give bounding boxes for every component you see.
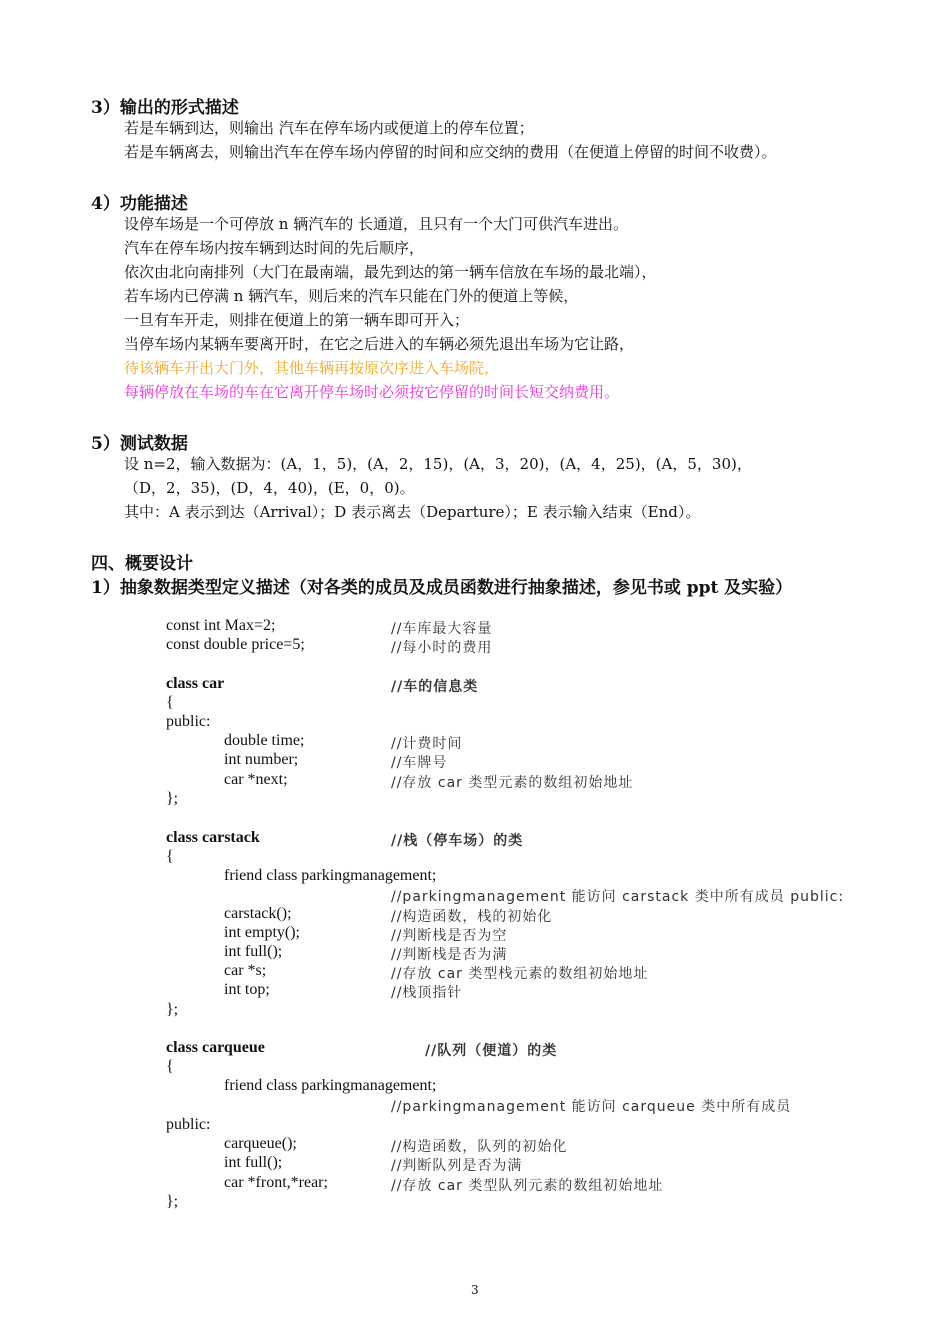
code-member: car *front,*rear;	[224, 1174, 328, 1191]
code-member: carqueue();	[224, 1135, 297, 1152]
code-comment: //判断栈是否为满	[391, 947, 508, 963]
paragraph-line: 依次由北向南排列（大门在最南端，最先到达的第一辆车信放在车场的最北端），	[124, 263, 657, 281]
code-comment: //parkingmanagement 能访问 carqueue 类中所有成员	[391, 1099, 792, 1115]
section-heading-function-description: 4）功能描述	[91, 194, 188, 214]
page-number: 3	[471, 1283, 479, 1297]
paragraph-line: 设停车场是一个可停放 n 辆汽车的 长通道，且只有一个大门可供汽车进出。	[124, 215, 628, 233]
paragraph-line: 若是车辆离去，则输出汽车在停车场内停留的时间和应交纳的费用（在便道上停留的时间不收费）。	[124, 143, 777, 161]
code-public: public:	[166, 1116, 211, 1133]
code-brace-close: };	[166, 1193, 179, 1210]
code-comment: //构造函数，队列的初始化	[391, 1139, 568, 1155]
code-brace-close: };	[166, 1001, 179, 1018]
code-comment: //队列（便道）的类	[425, 1043, 558, 1059]
section-heading-design: 四、概要设计	[91, 554, 193, 574]
paragraph-line: 其中：A 表示到达（Arrival）；D 表示离去（Departure）；E 表示输入结束（End）。	[124, 503, 701, 521]
paragraph-line: 汽车在停车场内按车辆到达时间的先后顺序，	[124, 239, 425, 257]
highlighted-line-orange: 待该辆车开出大门外，其他车辆再按原次序进入车场院，	[124, 359, 500, 377]
code-member: int empty();	[224, 924, 300, 941]
code-comment: //构造函数，栈的初始化	[391, 909, 553, 925]
code-comment: //车库最大容量	[391, 621, 493, 637]
paragraph-line: 若车场内已停满 n 辆汽车，则后来的汽车只能在门外的便道上等候，	[124, 287, 579, 305]
code-member: carstack();	[224, 905, 292, 922]
code-class-carqueue-decl: class carqueue	[166, 1039, 265, 1056]
code-const-price: const double price=5;	[166, 636, 305, 653]
code-comment: //计费时间	[391, 736, 463, 752]
code-member: int full();	[224, 1154, 283, 1171]
code-member: int number;	[224, 751, 299, 768]
code-friend-decl: friend class parkingmanagement;	[224, 1077, 437, 1094]
code-const-max: const int Max=2;	[166, 617, 276, 634]
code-class-car-decl: class car	[166, 675, 225, 692]
code-member: car *s;	[224, 962, 267, 979]
code-class-carstack-decl: class carstack	[166, 829, 260, 846]
code-comment: //栈（停车场）的类	[391, 833, 524, 849]
code-brace-close: };	[166, 790, 179, 807]
code-comment: //每小时的费用	[391, 640, 493, 656]
code-comment: //判断栈是否为空	[391, 928, 508, 944]
code-member: int top;	[224, 981, 270, 998]
code-comment: //存放 car 类型元素的数组初始地址	[391, 775, 634, 791]
highlighted-line-magenta: 每辆停放在车场的车在它离开停车场时必须按它停留的时间长短交纳费用。	[124, 383, 620, 401]
code-comment: //存放 car 类型栈元素的数组初始地址	[391, 966, 649, 982]
code-brace-open: {	[166, 694, 174, 711]
code-brace-open: {	[166, 848, 174, 865]
code-comment: //车的信息类	[391, 679, 479, 695]
code-comment: //存放 car 类型队列元素的数组初始地址	[391, 1178, 664, 1194]
subsection-heading-adt: 1）抽象数据类型定义描述（对各类的成员及成员函数进行抽象描述，参见书或 ppt 及实验）	[91, 578, 793, 598]
section-heading-test-data: 5）测试数据	[91, 434, 188, 454]
code-member: double time;	[224, 732, 305, 749]
paragraph-line: （D，2，35)，(D，4，40)，(E，0，0)。	[124, 479, 415, 497]
code-comment: //车牌号	[391, 755, 448, 771]
paragraph-line: 当停车场内某辆车要离开时，在它之后进入的车辆必须先退出车场为它让路，	[124, 335, 635, 353]
code-member: car *next;	[224, 771, 288, 788]
code-brace-open: {	[166, 1058, 174, 1075]
paragraph-line: 若是车辆到达，则输出 汽车在停车场内或便道上的停车位置；	[124, 119, 534, 137]
code-friend-decl: friend class parkingmanagement;	[224, 867, 437, 884]
code-public: public:	[166, 713, 211, 730]
code-comment: //判断队列是否为满	[391, 1158, 523, 1174]
code-comment: //栈顶指针	[391, 985, 463, 1001]
section-heading-output-format: 3）输出的形式描述	[91, 98, 239, 118]
paragraph-line: 设 n=2，输入数据为：(A，1，5)，(A，2，15)，(A，3，20)，(A，4，25)，(A，5，30)，	[124, 455, 752, 473]
code-member: int full();	[224, 943, 283, 960]
paragraph-line: 一旦有车开走，则排在便道上的第一辆车即可开入；	[124, 311, 470, 329]
code-comment: //parkingmanagement 能访问 carstack 类中所有成员 public:	[391, 889, 845, 905]
